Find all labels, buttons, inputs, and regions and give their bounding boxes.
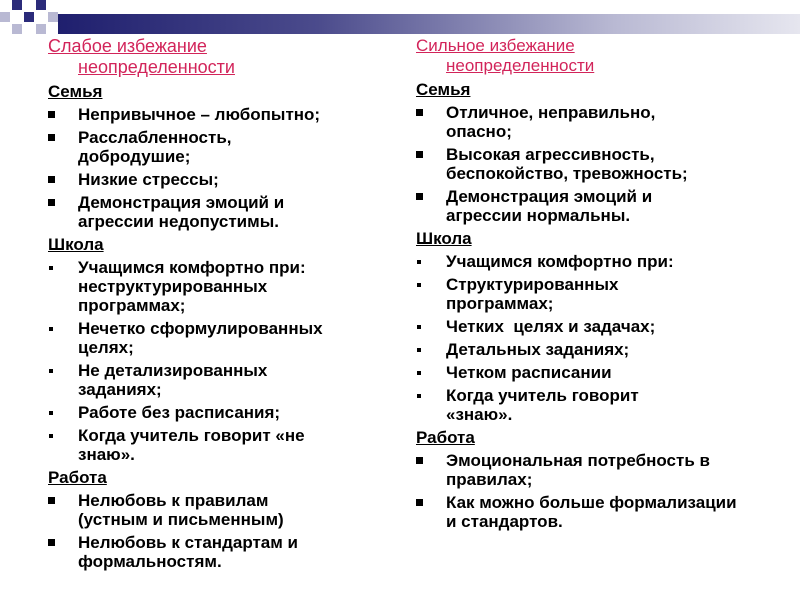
square-bullet-icon [416,109,423,116]
section-heading-family: Семья [48,82,103,101]
square-bullet-icon [416,151,423,158]
school-list [48,258,388,464]
square-bullet-icon [48,199,55,206]
weak-avoidance-title: Слабое избежание неопределенности [48,36,235,77]
list-item: Нелюбовь к стандартам и формальностям. [48,533,388,571]
list-item: Эмоциональная потребность в правилах; [416,451,756,489]
list-item: Высокая агрессивность, беспокойство, тревожность; [416,145,756,183]
square-bullet-icon [48,539,55,546]
list-item: Четких целях и задачах; [416,317,756,336]
family-list [416,103,756,225]
small-square-bullet-icon [49,369,53,373]
list-item: Низкие стрессы; [48,170,388,189]
list-item: Как можно больше формализации и стандартов. [416,493,756,531]
square-bullet-icon [48,134,55,141]
list-item: Когда учитель говорит «знаю». [416,386,756,424]
list-item: Учащимся комфортно при: [416,252,756,271]
list-item: Детальных заданиях; [416,340,756,359]
square-bullet-icon [416,193,423,200]
small-square-bullet-icon [49,434,53,438]
list-item: Нелюбовь к правилам (устным и письменным) [48,491,388,529]
list-item: Учащимся комфортно при: неструктурированных программах; [48,258,388,315]
list-item: Демонстрация эмоций и агрессии нормальны. [416,187,756,225]
section-heading-school: Школа [48,235,104,254]
list-item: Нечетко сформулированных целях; [48,319,388,357]
strong-avoidance-column [416,36,756,535]
weak-avoidance-column [48,36,388,575]
list-item: Непривычное – любопытно; [48,105,388,124]
square-bullet-icon [416,457,423,464]
square-bullet-icon [48,111,55,118]
family-list [48,105,388,231]
work-list [416,451,756,531]
small-square-bullet-icon [49,411,53,415]
list-item: Отличное, неправильно, опасно; [416,103,756,141]
list-item: Четком расписании [416,363,756,382]
list-item: Когда учитель говорит «не знаю». [48,426,388,464]
list-item: Не детализированных заданиях; [48,361,388,399]
small-square-bullet-icon [49,327,53,331]
square-bullet-icon [48,176,55,183]
list-item: Расслабленность, добродушие; [48,128,388,166]
section-heading-work: Работа [416,428,475,447]
small-square-bullet-icon [417,394,421,398]
section-heading-family: Семья [416,80,471,99]
small-square-bullet-icon [417,260,421,264]
work-list [48,491,388,571]
school-list [416,252,756,424]
small-square-bullet-icon [417,371,421,375]
list-item: Структурированных программах; [416,275,756,313]
section-heading-work: Работа [48,468,107,487]
small-square-bullet-icon [417,283,421,287]
list-item: Демонстрация эмоций и агрессии недопустимы. [48,193,388,231]
list-item: Работе без расписания; [48,403,388,422]
small-square-bullet-icon [417,325,421,329]
header-gradient-bar [58,14,800,34]
small-square-bullet-icon [417,348,421,352]
square-bullet-icon [416,499,423,506]
strong-avoidance-title: Сильное избежание неопределенности [416,36,595,75]
square-bullet-icon [48,497,55,504]
section-heading-school: Школа [416,229,472,248]
small-square-bullet-icon [49,266,53,270]
